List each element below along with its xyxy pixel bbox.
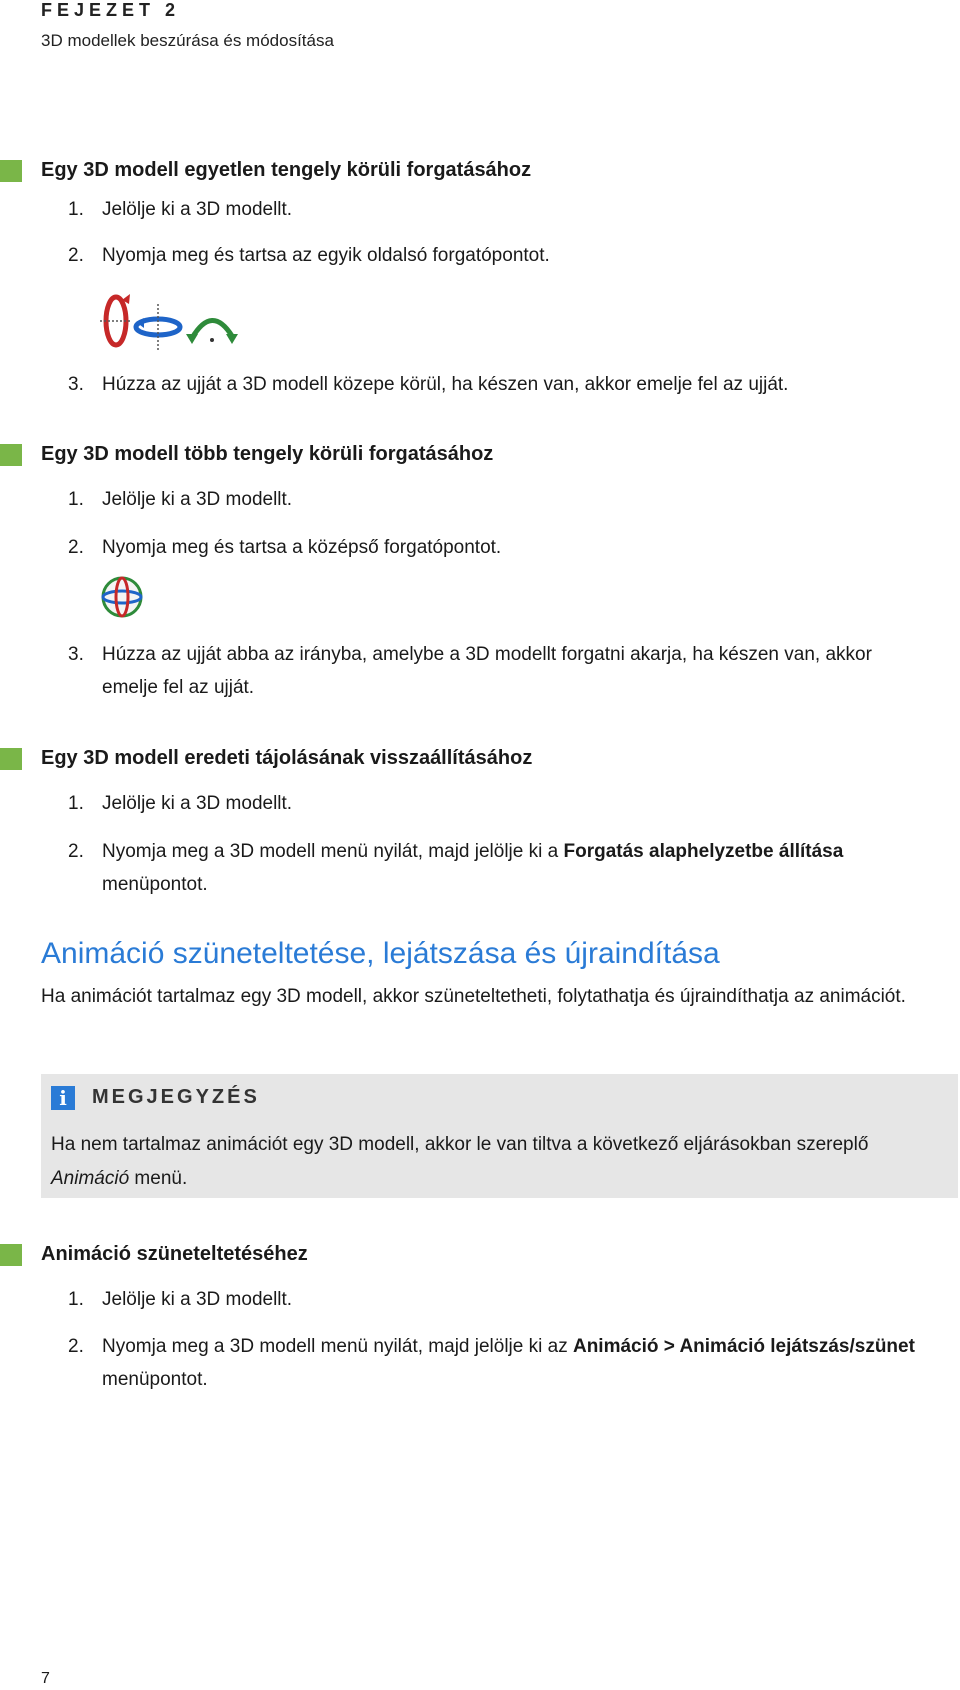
step-number: 1. [68,199,84,220]
step-text: Húzza az ujját a 3D modell közepe körül, ha készen van, akkor emelje fel az ujját. [102,374,789,395]
section-heading: Animáció szüneteltetése, lejátszása és újraindítása [41,937,720,970]
step-text: Jelölje ki a 3D modellt. [102,1289,293,1310]
note-title: MEGJEGYZÉS [92,1086,260,1108]
rotation-handles-illustration [100,292,242,350]
step-number: 2. [68,245,84,266]
section-title: Animáció szüneteltetéséhez [41,1243,308,1265]
rotate-vertical-icon [100,294,132,345]
section-title: Egy 3D modell egyetlen tengely körüli forgatásához [41,159,532,181]
step-text: Jelölje ki a 3D modellt. [102,793,293,814]
page-number: 7 [41,1670,50,1687]
intro-paragraph: Ha animációt tartalmaz egy 3D modell, akkor szüneteltetheti, folytathatja és újraindíthatja az animációt. [41,986,906,1007]
section-bullet-icon [0,1244,22,1266]
note-box [41,1074,958,1198]
step-text: Húzza az ujját abba az irányba, amelybe a 3D modellt forgatni akarja, ha készen van, akkor emelje fel az ujját. [102,644,872,698]
menu-name: Animáció [51,1168,130,1189]
rotate-free-icon [100,575,144,619]
chapter-subtitle: 3D modellek beszúrása és módosítása [41,31,334,50]
section-bullet-icon [0,748,22,770]
step-number: 3. [68,374,84,395]
step-number: 2. [68,537,84,558]
step-text: Jelölje ki a 3D modellt. [102,199,293,220]
step-text: Nyomja meg és tartsa a középső forgatópontot. [102,537,502,558]
rotate-arc-icon [186,320,238,344]
note-text: Ha nem tartalmaz animációt egy 3D modell, akkor le van tiltva a következő eljárásokban szereplő Animáció menü. [51,1134,869,1189]
info-icon: i [51,1086,75,1110]
step-number: 1. [68,1289,84,1310]
section-title: Egy 3D modell több tengely körüli forgatásához [41,443,494,465]
step-number: 1. [68,793,84,814]
step-text: Nyomja meg a 3D modell menü nyilát, majd jelölje ki az Animáció > Animáció lejátszás/szünet menüpontot. [102,1336,915,1390]
step-number: 2. [68,841,84,862]
step-text: Nyomja meg és tartsa az egyik oldalsó forgatópontot. [102,245,550,266]
step-number: 1. [68,489,84,510]
step-text: Nyomja meg a 3D modell menü nyilát, majd jelölje ki a Forgatás alaphelyzetbe állítása menüpontot. [102,841,844,895]
section-bullet-icon [0,444,22,466]
menu-path: Animáció > Animáció lejátszás/szünet [572,1336,915,1357]
rotate-horizontal-icon [136,304,180,350]
menu-path: Forgatás alaphelyzetbe állítása [563,841,844,862]
step-text: Jelölje ki a 3D modellt. [102,489,293,510]
section-title: Egy 3D modell eredeti tájolásának visszaállításához [41,747,533,769]
chapter-label: FEJEZET 2 [41,0,181,20]
step-number: 3. [68,644,84,665]
section-bullet-icon [0,160,22,182]
step-number: 2. [68,1336,84,1357]
